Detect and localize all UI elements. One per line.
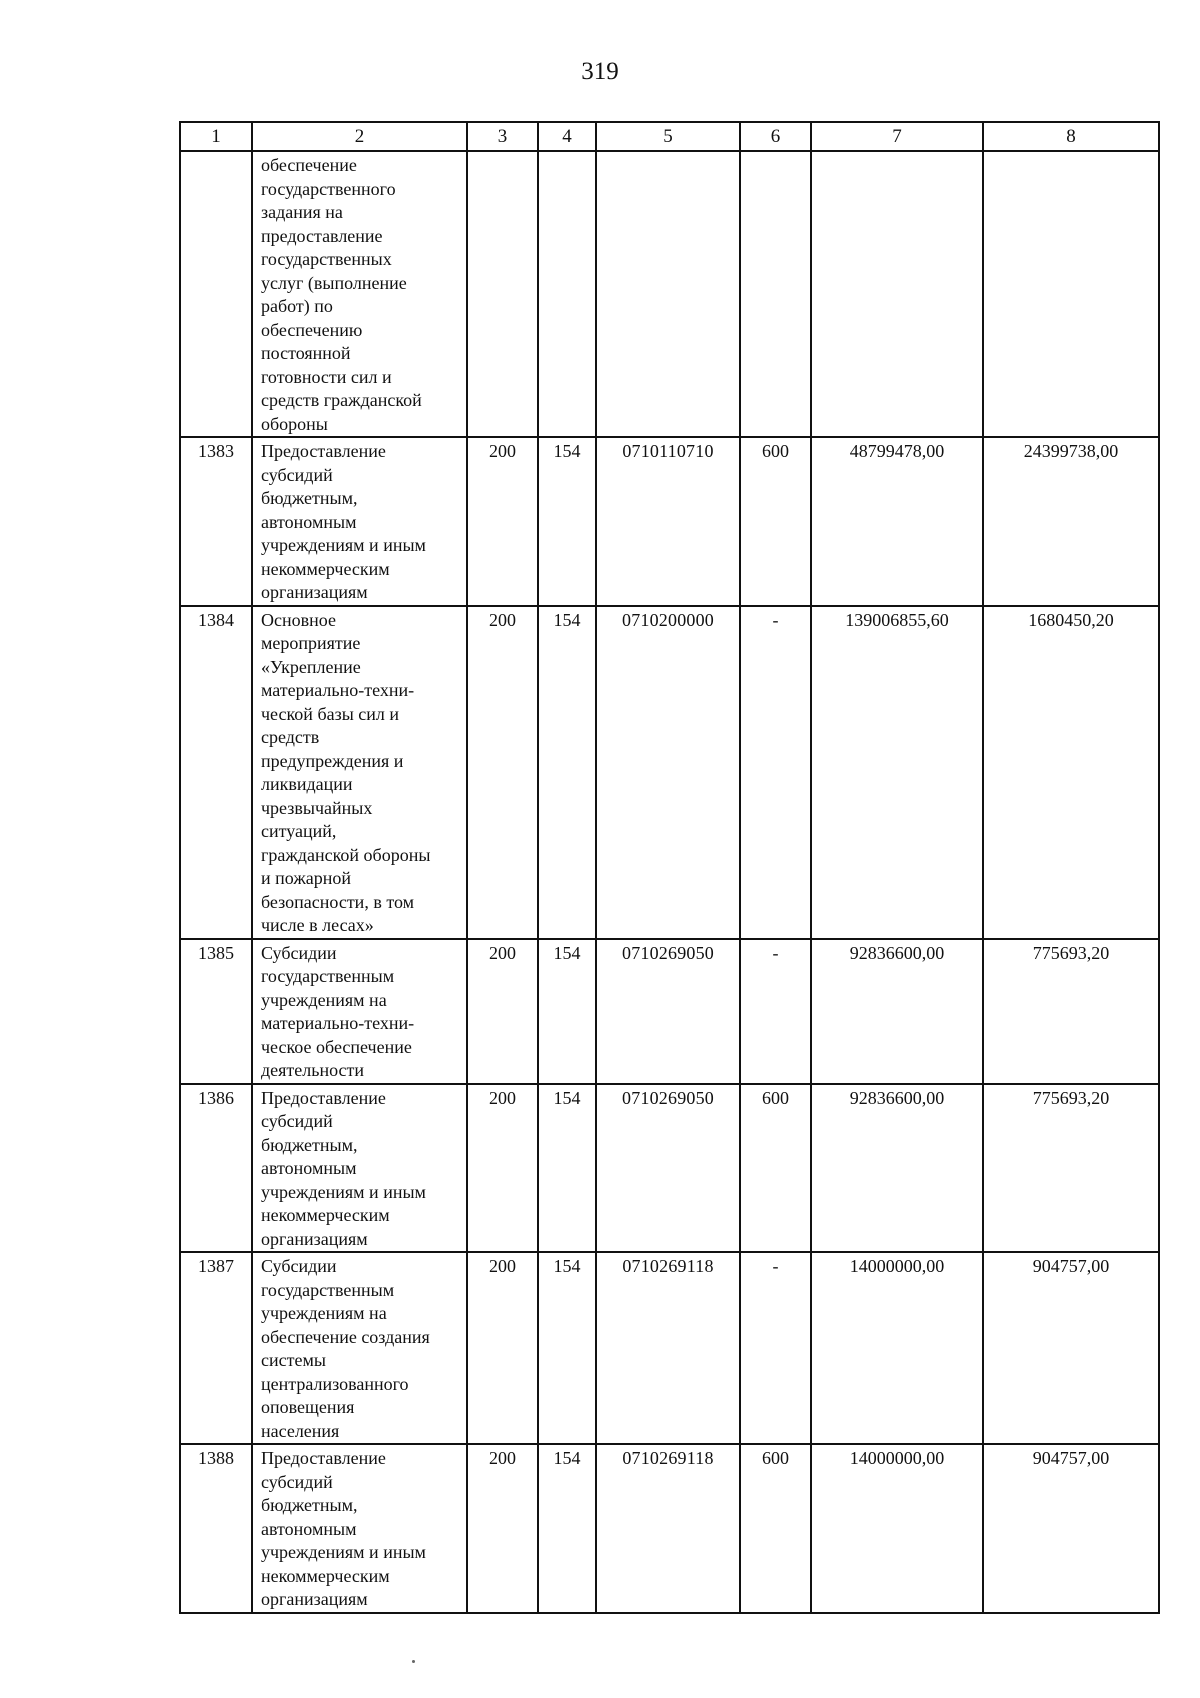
row-number-cell: 1385 xyxy=(180,939,252,1084)
row-number-cell: 1384 xyxy=(180,606,252,939)
row-number-cell: 1388 xyxy=(180,1444,252,1613)
table-row xyxy=(180,1252,1159,1444)
table-row xyxy=(180,939,1159,1084)
column-5-code-cell: 0710269118 xyxy=(596,1444,740,1613)
row-description-cell xyxy=(252,939,467,1084)
description-line: средств xyxy=(261,727,320,747)
description-line: ситуаций, xyxy=(261,821,337,841)
column-6-cell: 600 xyxy=(740,1444,811,1613)
description-line: автономным xyxy=(261,511,357,532)
description-line: услуг (выполнение xyxy=(261,272,407,293)
column-header-4: 4 xyxy=(538,122,596,151)
row-number-cell: 1386 xyxy=(180,1084,252,1253)
description-line: обороны xyxy=(261,413,328,434)
column-7-amount-cell: 14000000,00 xyxy=(811,1252,983,1444)
description-line: системы xyxy=(261,1350,326,1370)
description-line: числе в лесах» xyxy=(261,915,374,935)
description-line: безопасности, в том xyxy=(261,891,414,912)
column-3-cell: 200 xyxy=(467,1084,538,1253)
header-row xyxy=(180,122,1159,151)
row-description-cell xyxy=(252,1252,467,1444)
description-line: бюджетным, xyxy=(261,488,358,508)
description-line: Субсидии xyxy=(261,942,337,963)
column-6-cell: - xyxy=(740,1252,811,1444)
description-line: организациям xyxy=(261,1228,368,1249)
column-4-cell: 154 xyxy=(538,1444,596,1613)
description-line: учреждениям и иным xyxy=(261,1542,426,1562)
description-line: субсидий xyxy=(261,1471,333,1492)
column-header-1: 1 xyxy=(180,122,252,151)
description-line: государственным xyxy=(261,966,395,986)
row-description-cell xyxy=(252,437,467,606)
description-line: Субсидии xyxy=(261,1256,337,1276)
description-line: работ) по xyxy=(261,296,333,316)
description-line: ликвидации xyxy=(261,774,353,794)
description-line: чрезвычайных xyxy=(261,797,373,818)
table-row xyxy=(180,151,1159,437)
description-line: государственного xyxy=(261,178,396,199)
description-line: и пожарной xyxy=(261,868,352,888)
description-line: деятельности xyxy=(261,1060,365,1080)
column-7-amount-cell: 139006855,60 xyxy=(811,606,983,939)
column-7-amount-cell: 92836600,00 xyxy=(811,939,983,1084)
description-line: субсидий xyxy=(261,1111,333,1131)
description-line: Основное xyxy=(261,609,336,630)
column-header-5: 5 xyxy=(596,122,740,151)
row-description-cell xyxy=(252,151,467,437)
page-number: 319 xyxy=(581,58,619,85)
column-6-cell xyxy=(740,151,811,437)
budget-table xyxy=(179,121,1160,1614)
description-line: постоянной xyxy=(261,343,351,363)
table-row xyxy=(180,437,1159,606)
column-header-7: 7 xyxy=(811,122,983,151)
description-line: субсидий xyxy=(261,464,333,485)
column-5-code-cell xyxy=(596,151,740,437)
table-row xyxy=(180,1444,1159,1613)
table-row xyxy=(180,606,1159,939)
description-line: готовности сил и xyxy=(261,366,392,387)
row-description-cell xyxy=(252,1084,467,1253)
column-3-cell: 200 xyxy=(467,606,538,939)
column-6-cell: 600 xyxy=(740,1084,811,1253)
column-6-cell: 600 xyxy=(740,437,811,606)
row-number-cell: 1383 xyxy=(180,437,252,606)
column-6-cell: - xyxy=(740,606,811,939)
description-line: бюджетным, xyxy=(261,1495,358,1515)
description-line: обеспечение xyxy=(261,155,357,175)
column-3-cell: 200 xyxy=(467,437,538,606)
description-line: мероприятие xyxy=(261,633,361,653)
column-5-code-cell: 0710200000 xyxy=(596,606,740,939)
column-8-amount-cell: 904757,00 xyxy=(983,1252,1159,1444)
column-8-amount-cell: 904757,00 xyxy=(983,1444,1159,1613)
column-4-cell: 154 xyxy=(538,1252,596,1444)
description-line: Предоставление xyxy=(261,1448,386,1468)
description-line: материально-техни- xyxy=(261,1013,415,1033)
description-line: обеспечение создания xyxy=(261,1326,430,1347)
description-line: материально-техни- xyxy=(261,680,415,700)
description-line: некоммерческим xyxy=(261,558,390,579)
column-3-cell: 200 xyxy=(467,939,538,1084)
column-7-amount-cell: 92836600,00 xyxy=(811,1084,983,1253)
column-6-cell: - xyxy=(740,939,811,1084)
description-line: «Укрепление xyxy=(261,656,361,677)
column-8-amount-cell: 1680450,20 xyxy=(983,606,1159,939)
description-line: ческое обеспечение xyxy=(261,1036,412,1057)
description-line: организациям xyxy=(261,1589,368,1609)
row-number-cell xyxy=(180,151,252,437)
row-description-cell xyxy=(252,1444,467,1613)
row-number-cell: 1387 xyxy=(180,1252,252,1444)
description-line: Предоставление xyxy=(261,1087,386,1108)
column-4-cell: 154 xyxy=(538,437,596,606)
column-header-8: 8 xyxy=(983,122,1159,151)
column-3-cell: 200 xyxy=(467,1444,538,1613)
description-line: централизованного xyxy=(261,1373,409,1394)
description-line: учреждениям на xyxy=(261,989,387,1010)
column-4-cell: 154 xyxy=(538,1084,596,1253)
description-line: населения xyxy=(261,1420,340,1441)
column-3-cell: 200 xyxy=(467,1252,538,1444)
column-8-amount-cell: 24399738,00 xyxy=(983,437,1159,606)
column-7-amount-cell: 14000000,00 xyxy=(811,1444,983,1613)
column-8-amount-cell xyxy=(983,151,1159,437)
description-line: автономным xyxy=(261,1518,357,1539)
table-row xyxy=(180,1084,1159,1253)
description-line: оповещения xyxy=(261,1397,355,1417)
description-line: организациям xyxy=(261,582,368,602)
description-line: гражданской обороны xyxy=(261,844,431,865)
column-8-amount-cell: 775693,20 xyxy=(983,1084,1159,1253)
description-line: задания на xyxy=(261,202,343,222)
column-header-3: 3 xyxy=(467,122,538,151)
description-line: предоставление xyxy=(261,225,383,246)
description-line: предупреждения и xyxy=(261,750,404,771)
description-line: некоммерческим xyxy=(261,1565,390,1586)
description-line: ческой базы сил и xyxy=(261,703,400,724)
column-7-amount-cell: 48799478,00 xyxy=(811,437,983,606)
column-3-cell xyxy=(467,151,538,437)
column-7-amount-cell xyxy=(811,151,983,437)
description-line: учреждениям на xyxy=(261,1303,387,1323)
description-line: Предоставление xyxy=(261,441,386,461)
column-8-amount-cell: 775693,20 xyxy=(983,939,1159,1084)
column-header-6: 6 xyxy=(740,122,811,151)
description-line: бюджетным, xyxy=(261,1134,358,1155)
column-5-code-cell: 0710269050 xyxy=(596,1084,740,1253)
budget-table-container xyxy=(179,121,1158,1614)
column-5-code-cell: 0710269050 xyxy=(596,939,740,1084)
description-line: учреждениям и иным xyxy=(261,535,426,555)
column-4-cell xyxy=(538,151,596,437)
column-5-code-cell: 0710110710 xyxy=(596,437,740,606)
table-body xyxy=(180,151,1159,1613)
column-5-code-cell: 0710269118 xyxy=(596,1252,740,1444)
description-line: обеспечению xyxy=(261,319,363,340)
scan-speck xyxy=(412,1660,415,1663)
description-line: автономным xyxy=(261,1158,357,1178)
description-line: государственных xyxy=(261,249,392,269)
description-line: некоммерческим xyxy=(261,1205,390,1225)
column-header-2: 2 xyxy=(252,122,467,151)
description-line: государственным xyxy=(261,1279,395,1300)
description-line: учреждениям и иным xyxy=(261,1181,426,1202)
column-4-cell: 154 xyxy=(538,606,596,939)
row-description-cell xyxy=(252,606,467,939)
description-line: средств гражданской xyxy=(261,390,422,410)
column-4-cell: 154 xyxy=(538,939,596,1084)
